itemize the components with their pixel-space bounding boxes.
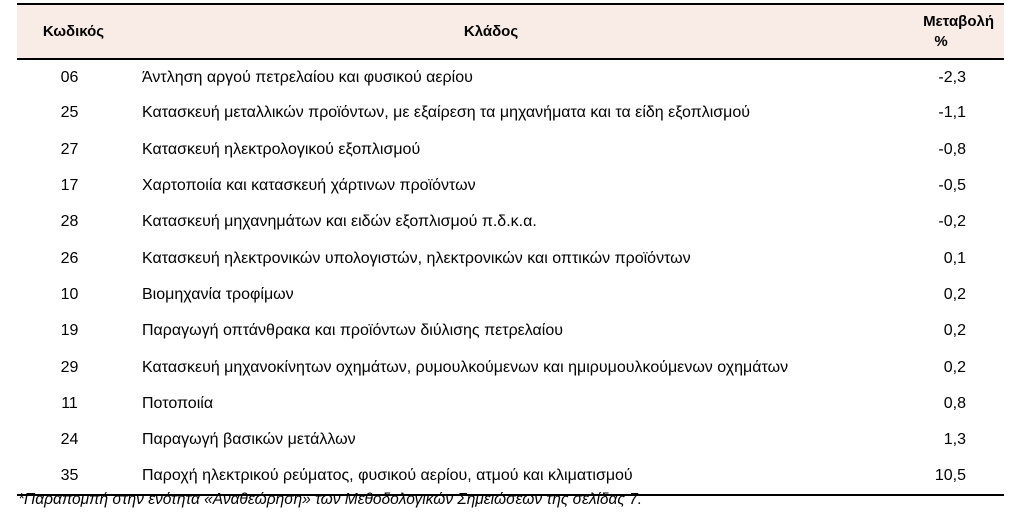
sector-change-table-container xyxy=(17,3,1004,496)
code-cell: 24 xyxy=(60,431,79,449)
code-cell: 29 xyxy=(60,358,79,376)
sector-column-header: Κλάδος xyxy=(463,22,519,40)
code-column-header: Κωδικός xyxy=(42,22,105,40)
code-cell: 27 xyxy=(60,140,79,158)
change-cell: 0,2 xyxy=(943,358,966,376)
table-row xyxy=(17,313,1004,349)
sector-cell: Βιομηχανία τροφίμων xyxy=(142,285,294,303)
footnote: *Παραπομπή στην ενότητα «Αναθεώρηση» των Μεθοδολογικών Σημειώσεων της σελίδας 7. xyxy=(18,491,643,508)
change-header-line1: Μεταβολή xyxy=(923,12,994,30)
sector-cell: Κατασκευή μηχανοκίνητων οχημάτων, ρυμουλκούμενων και ημιρυμουλκούμενων οχημάτων xyxy=(142,358,789,376)
change-cell: 0,8 xyxy=(943,394,966,412)
change-cell: 0,2 xyxy=(943,322,966,340)
table-row xyxy=(17,168,1004,204)
table-row xyxy=(17,386,1004,422)
code-cell: 28 xyxy=(60,213,79,231)
change-cell: -0,2 xyxy=(938,213,966,231)
change-cell: -2,3 xyxy=(938,68,966,86)
table-row xyxy=(17,132,1004,168)
sector-cell: Κατασκευή μηχανημάτων και ειδών εξοπλισμού π.δ.κ.α. xyxy=(142,213,537,231)
code-cell: 10 xyxy=(60,285,79,303)
table-row xyxy=(17,95,1004,131)
code-cell: 25 xyxy=(60,104,79,122)
sector-cell: Παραγωγή οπτάνθρακα και προϊόντων διύλισης πετρελαίου xyxy=(142,322,564,340)
table-row xyxy=(17,458,1004,494)
change-cell: -1,1 xyxy=(938,104,966,122)
code-cell: 06 xyxy=(60,68,79,86)
code-cell: 17 xyxy=(60,177,79,195)
sector-change-table xyxy=(17,3,1004,496)
sector-cell: Ποτοποιία xyxy=(142,394,214,412)
sector-cell: Παροχή ηλεκτρικού ρεύματος, φυσικού αερίου, ατμού και κλιματισμού xyxy=(142,466,633,484)
table-row xyxy=(17,59,1004,95)
change-cell: -0,8 xyxy=(938,140,966,158)
sector-cell: Παραγωγή βασικών μετάλλων xyxy=(142,431,356,449)
table-body xyxy=(17,59,1004,495)
table-row xyxy=(17,349,1004,385)
sector-cell: Άντληση αργού πετρελαίου και φυσικού αερίου xyxy=(142,68,473,86)
header-row xyxy=(17,4,1004,59)
code-cell: 19 xyxy=(60,322,79,340)
sector-cell: Κατασκευή ηλεκτρολογικού εξοπλισμού xyxy=(142,140,421,158)
change-cell: 10,5 xyxy=(934,466,966,484)
change-cell: 0,2 xyxy=(943,285,966,303)
table-row xyxy=(17,277,1004,313)
sector-cell: Κατασκευή ηλεκτρονικών υπολογιστών, ηλεκτρονικών και οπτικών προϊόντων xyxy=(142,249,691,267)
code-cell: 35 xyxy=(60,466,79,484)
code-cell: 11 xyxy=(61,394,78,412)
change-cell: 1,3 xyxy=(943,431,966,449)
change-cell: 0,1 xyxy=(943,249,966,267)
change-cell: -0,5 xyxy=(938,177,966,195)
table-header xyxy=(17,4,1004,59)
change-header-line2: % xyxy=(934,32,948,50)
code-cell: 26 xyxy=(60,249,79,267)
table-row xyxy=(17,204,1004,240)
table-row xyxy=(17,240,1004,276)
sector-cell: Κατασκευή μεταλλικών προϊόντων, με εξαίρεση τα μηχανήματα και τα είδη εξοπλισμού xyxy=(142,104,750,122)
change-column-header xyxy=(852,4,1004,59)
table-row xyxy=(17,422,1004,458)
sector-cell: Χαρτοποιία και κατασκευή χάρτινων προϊόντων xyxy=(142,177,476,195)
